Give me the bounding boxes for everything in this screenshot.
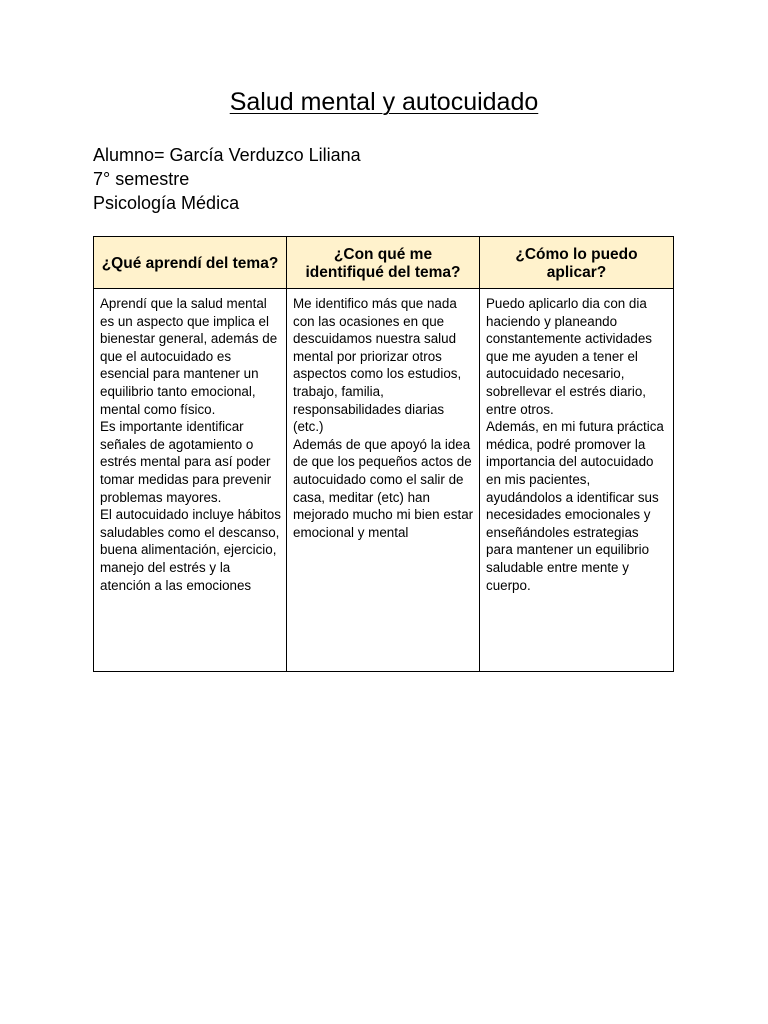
cell-what-learned-text: Aprendí que la salud mental es un aspecto que implica el bienestar general, además de que el autocuidado es esencial para mantener un equilibrio tanto emocional, mental como físico. Es importante identificar señales de agotamiento o estrés mental para así poder tomar medidas para prevenir problemas mayores. El autocuidado incluye hábitos saludables como el descanso, buena alimentación, ejercicio, manejo del estrés y la atención a las emociones xyxy=(100,296,281,593)
table-row xyxy=(94,289,674,672)
reflection-table xyxy=(93,236,674,672)
cell-identified-with-text: Me identifico más que nada con las ocasiones en que descuidamos nuestra salud mental por priorizar otros aspectos como los estudios, trabajo, familia, responsabilidades diarias (etc.) Además de que apoyó la idea de que los pequeños actos de autocuidado como el salir de casa, meditar (etc) han mejorado mucho mi bien estar emocional y mental xyxy=(293,296,474,540)
subject: Psicología Médica xyxy=(93,193,240,213)
student-name: Alumno= García Verduzco Liliana xyxy=(93,145,361,165)
header-how-apply: ¿Cómo lo puedo aplicar? xyxy=(480,237,674,289)
cell-what-learned xyxy=(94,289,287,672)
table-header-row xyxy=(94,237,674,289)
cell-how-apply-text: Puedo aplicarlo dia con dia haciendo y planeando constantemente actividades que me ayuden a tener el autocuidado necesario, sobrellevar el estrés diario, entre otros. Además, en mi futura práctica médica, podré promover la importancia del autocuidado en mis pacientes, ayudándolos a identificar sus necesidades emocionales y enseñándoles estrategias para mantener un equilibrio saludable entre mente y cuerpo. xyxy=(486,296,664,593)
header-identified-with: ¿Con qué me identifiqué del tema? xyxy=(287,237,480,289)
cell-how-apply xyxy=(480,289,674,672)
document-title: Salud mental y autocuidado xyxy=(229,88,539,116)
header-what-learned: ¿Qué aprendí del tema? xyxy=(94,237,287,289)
cell-identified-with xyxy=(287,289,480,672)
semester: 7° semestre xyxy=(93,169,190,189)
student-info xyxy=(93,143,361,215)
